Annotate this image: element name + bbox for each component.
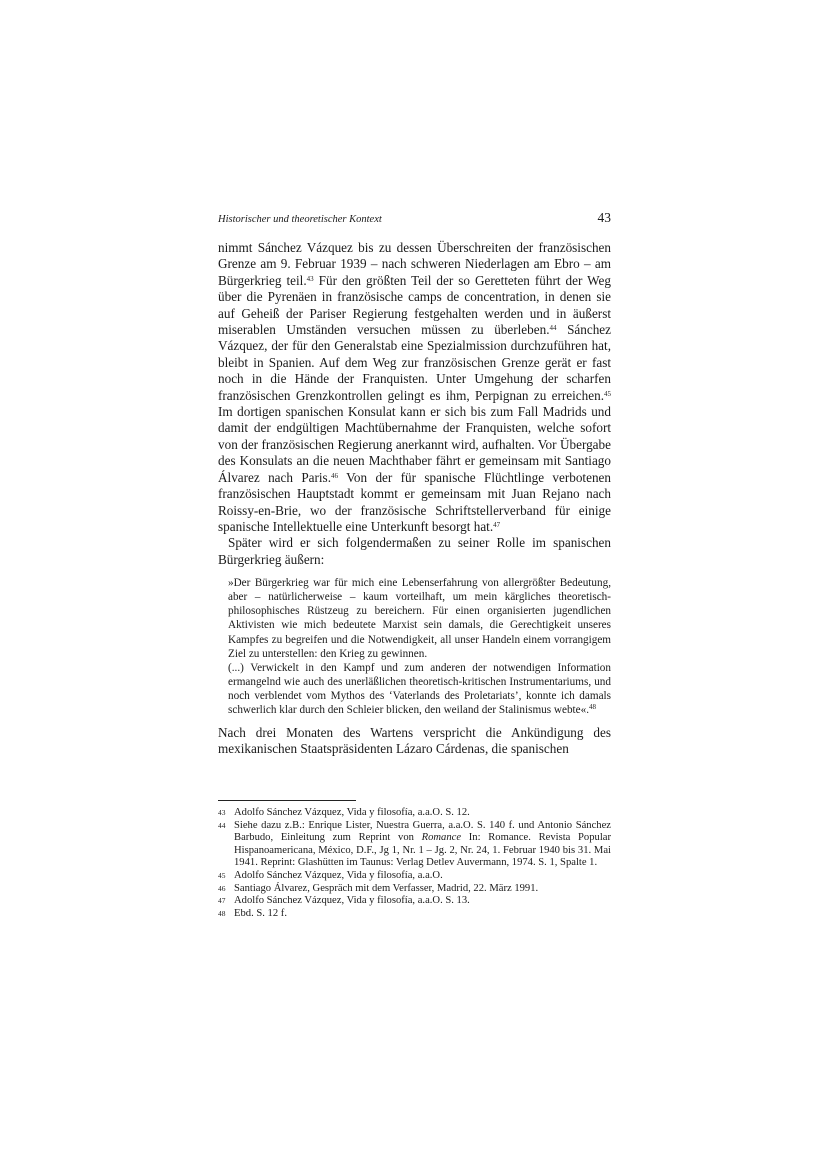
footnote-ref-45[interactable]: 45 [604, 389, 611, 398]
footnote-number: 43 [218, 808, 226, 817]
footnote: 47 Adolfo Sánchez Vázquez, Vida y filosofía, a.a.O. S. 13. [218, 895, 470, 907]
page-header [218, 206, 611, 228]
footnote-number: 48 [218, 908, 226, 918]
italic-title: Romance [421, 832, 462, 844]
footnote-ref-44[interactable]: 44 [549, 324, 557, 333]
footnote-divider [218, 800, 356, 801]
footnote-ref-43[interactable]: 43 [306, 274, 314, 283]
footnote: 46 Santiago Álvarez, Gespräch mit dem Verfasser, Madrid, 22. März 1991. [218, 882, 539, 894]
paragraph-2: Später wird er sich folgendermaßen zu seiner Rolle im spanischen Bürgerkrieg äußern: [218, 535, 611, 567]
running-head: Historischer und theoretischer Kontext [218, 214, 382, 225]
paragraph-1: nimmt Sánchez Vázquez bis zu dessen Überschreiten der französischen Grenze am 9. Februar 1939 – nach schweren Niederlagen am Ebro – am Bürgerkrieg teil.$^{43}$ Für den größten Teil der so Geretteten führt der Weg über die Pyrenäen in französische camps de concentration, in denen sie auf Geheiß der Pariser Regierung festgehalten werden und in äußerst miserablen Umständen versuchen müssen zu überleben.$^{44}$ Sánchez Vázquez, der für den Generalstab eine Spezialmission durchzuführen hat, bleibt in Spanien. Auf dem Weg zur französischen Grenze gerät er fast noch in die Hände der Franquisten. Unter Umgehung der scharfen französischen Grenzkontrollen gelingt es ihm, Perpignan zu erreichen.$^{45}$ Im dortigen spanischen Konsulat kann er sich bis zum Fall Madrids und damit der endgültigen Machtübernahme der Franquisten, welche sofort von der französischen Regierung anerkannt wird, aufhalten. Vor Übergabe des Konsulats an die neuen Machthaber fährt er gemeinsam mit Santiago Álvarez nach Paris.$^{46}$ Von der für spanische Flüchtlinge verbotenen französischen Hauptstadt kommt er gemeinsam mit Juan Rejano nach Roissy-en-Brie, wo der französische Schriftstellerverband für einige spanische Intellektuelle eine Unterkunft besorgt hat.$^{47}$ [218, 240, 611, 534]
footnote-number: 47 [218, 896, 226, 906]
footnotes [218, 800, 611, 920]
block-quote [228, 576, 611, 717]
footnote-ref-47[interactable]: 47 [493, 520, 501, 529]
main-text [218, 240, 611, 758]
footnote-number: 44 [218, 820, 226, 830]
paragraph-3: Nach drei Monaten des Wartens verspricht die Ankündigung des mexikanischen Staatspräsidenten Lázaro Cárdenas, die spanischen [218, 725, 611, 757]
footnote-ref-48[interactable]: 48 [589, 702, 596, 711]
footnote: 45 Adolfo Sánchez Vázquez, Vida y filosofía, a.a.O. [218, 869, 443, 881]
footnote: 44 Siehe dazu z.B.: Enrique Lister, Nuestra Guerra, a.a.O. S. 140 f. und Antonio Sánchez Barbudo, Einleitung zum Reprint von Romance In: Romance. Revista Popular Hispanoamericana, México, D.F., Jg 1, Nr. 1 – Jg. 2, Nr. 24, 1. Februar 1940 bis 31. Mai 1941. Reprint: Glashütten im Taunus: Verlag Detlev Auvermann, 1974. S. 1, Spalte 1. [218, 819, 611, 869]
footnote-number: 45 [218, 870, 226, 880]
footnote: 48 Ebd. S. 12 f. [218, 907, 287, 919]
footnote: 43 Adolfo Sánchez Vázquez, Vida y filosofía, a.a.O. S. 12. [218, 807, 470, 818]
footnote-ref-46[interactable]: 46 [331, 471, 338, 480]
page-number: 43 [597, 210, 611, 225]
quote-paragraph-2: (...) Verwickelt in den Kampf und zum anderen der notwendigen Information ermangelnd wie auch des unerläßlichen theoretisch-kritischen Instrumentariums, und noch verblendet vom Mythos des ‘Vaterlands des Proletariats’, konnte ich damals schwerlich klar durch den Schleier blicken, den weiland der Stalinismus webte«.$^{48}$ [228, 661, 611, 716]
quote-paragraph-1: »Der Bürgerkrieg war für mich eine Lebenserfahrung von allergrößter Bedeutung, aber – natürlicherweise – kaum vorteilhaft, um mein kärgliches theoretisch-philosophisches Rüstzeug zu bereichern. Für einen organisierten jugendlichen Aktivisten wie mich bedeutete Marxist sein damals, die Gerechtigkeit unseres Kampfes zu begreifen und die Notwendigkeit, all unser Handeln einem vorrangigem Ziel zu unterstellen: den Krieg zu gewinnen. [228, 577, 611, 660]
footnote-number: 46 [218, 883, 226, 893]
